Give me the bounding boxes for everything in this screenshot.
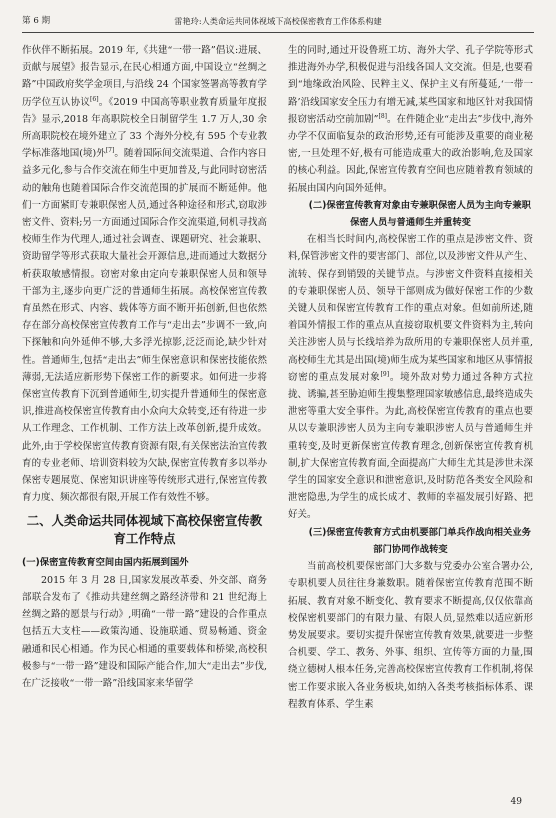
subsection-heading-2: (二)保密宣传教育对象由专兼职保密人员为主向专兼职保密人员与普通师生并重转变 [308,199,531,229]
citation-8[interactable]: [8] [378,112,387,120]
citation-7[interactable]: [7] [105,147,115,155]
paragraph-2: 2015 年 3 月 28 日,国家发展改革委、外交部、商务部联合发布了《推动共建丝绸之路经济带和 21 世纪海上丝绸之路的愿景与行动》,明确“一带一路”建设的合作重点包括五大支柱——政策沟通、设施联通、贸易畅通、资金融通和民心相通。作为民心相通的重要载体和桥梁,高校积极参与“一带一路”建设和国际产能合作,加大“走出去”步伐,在广泛接收“一带一路”沿线国家来华留学 [22,574,267,689]
paragraph-5: 当前高校机要保密部门大多数与党委办公室合署办公,专职机要人员往往身兼数职。随着保密宣传教育范围不断拓展、教育对象不断变化、教育要求不断提高,仅仅依靠高校保密机要部门的有限力量、有限人员,显然难以适应新形势发展要求。要切实提升保密宣传教育效果,就要进一步整合机要、学工、教务、外事、组织、宣传等方面的力量,围绕立德树人根本任务,完善高校保密宣传教育工作机制,将保密工作要求嵌入各业务板块,如纳入各类考核指标体系、课程教育体系、学生素 [288,561,533,710]
right-column [288,42,533,790]
subsection-heading-1: (一)保密宣传教育空间由国内拓展到国外 [22,557,189,569]
section-heading-2: 二、人类命运共同体视域下高校保密宣传教育工作特点 [26,513,263,547]
issue-number: 第 6 期 [22,16,51,26]
running-header [22,10,534,33]
left-column [22,42,267,790]
paragraph-3: 生的同时,通过开设鲁班工坊、海外大学、孔子学院等形式推进海外办学,积极促进与沿线各国人文交流。但是,也要看到“地缘政治风险、民粹主义、保护主义有所蔓延,‘一带一路’沿线国家安全压力有增无减,某些国家和地区针对我国情报窃密活动空前加剧”[8]。在件随企业“走出去”步伐中,海外办学不仅面临复杂的政治形势,还有可能涉及重要的商业秘密,一旦处理不好,极有可能造成重大的政治影响,危及国家的核心利益。因此,保密宣传教育空间也应随着教育领域的拓展由国内向国外延伸。 [288,45,533,194]
paragraph-4: 在相当长时间内,高校保密工作的重点是涉密文件、资料,保管涉密文件的要害部门、部位,以及涉密文件从产生、流转、保存到销毁的关键节点。与涉密文件资料直接相关的专兼职保密人员、领导干部则成为做好保密工作的少数关键人员和保密宣传教育工作的重点对象。但如前所述,随着国外情报工作的重点从直接窃取机要文件资料为主,转向关注涉密人员与长线培养为敌所用的专兼职保密人员并重,高校师生尤其是出国(境)师生成为某些国家和地区从事情报窃密的重点发展对象[9]。境外敌对势力通过各种方式拉拢、诱骗,甚至胁迫师生搜集整理国家敏感信息,最终造成失泄密等重大安全事件。为此,高校保密宣传教育的重点也要从以专兼职涉密人员为主向专兼职涉密人员与普通师生并重转变,及时更新保密宣传教育理念,创新保密宣传教育机制,扩大保密宣传教育面,全面提高广大师生尤其是涉世未深学生的国家安全意识和泄密意识,及时防范各类安全风险和泄密隐患,为学生的成长成才、教师的幸福发展引好路、把好关。 [288,234,533,521]
subsection-heading-3: (三)保密宣传教育方式由机要部门单兵作战向相关业务部门协同作战转变 [308,526,531,555]
running-title: 雷艳玲:人类命运共同体视域下高校保密教育工作体系构建 [174,16,382,26]
citation-6[interactable]: [6] [90,95,99,103]
citation-9[interactable]: [9] [380,370,390,378]
paragraph-1: 作伙伴不断拓展。2019 年,《共建“一带一路”倡议:进展、贡献与展望》报告显示,在民心相通方面,中国设立“丝绸之路”中国政府奖学金项目,与沿线 24 个国家签署高等教育学历学位互认协议[6]。《2019 中国高等职业教育质量年度报告》显示,2018 年高职院校全日制留学生 1.7 万人,30 余所高职院校在境外建立了 33 个海外分校,有 595 个专业教学标准落地国(境)外[7]。随着国际间交流渠道、合作内容日益多元化,参与合作交流在师生中更加普及,与此同时窃密活动的触角也随着国际合作交流范围的扩展而不断延伸。他们一方面紧盯专兼职保密人员,通过各种途径和形式,窃取涉密文件、资料;另一方面通过国际合作交流渠道,伺机寻找高校师生作为代理人,通过社会调查、课题研究、社会兼职、资助留学等形式获取大量社会开源信息,进而通过大数据分析获取敏感情报。窃密对象由定向专兼职保密人员和领导干部为主,逐步向更广泛的普通师生拓展。高校保密宣传教育虽然在形式、内容、载体等方面不断开拓创新,但也依然存在部分高校保密宣传教育工作与“走出去”步调不一致,向下探触和向外延伸不够,大多浮光掠影,泛泛而论,缺少针对性。普通师生,包括“走出去”师生保密意识和保密技能依然薄弱,无法适应新形势下保密工作的新要求。如何进一步将保密宣传教育下沉到普通师生,切实提升普通师生的保密意识,推进高校保密宣传教育由小众向大众转变,还有待进一步从工作理念、工作机制、工作方法上改革创新,提升成效。此外,由于学校保密宣传教育资源有限,有关保密法治宣传教育的专业老师、培训资料较为欠缺,保密宣传教育多以举办保密专题展览、保密知识讲座等传统形式进行,保密宣传教育力度、频次都很有限,开展工作有效性不够。 [22,45,267,504]
page-number: 49 [510,797,522,807]
